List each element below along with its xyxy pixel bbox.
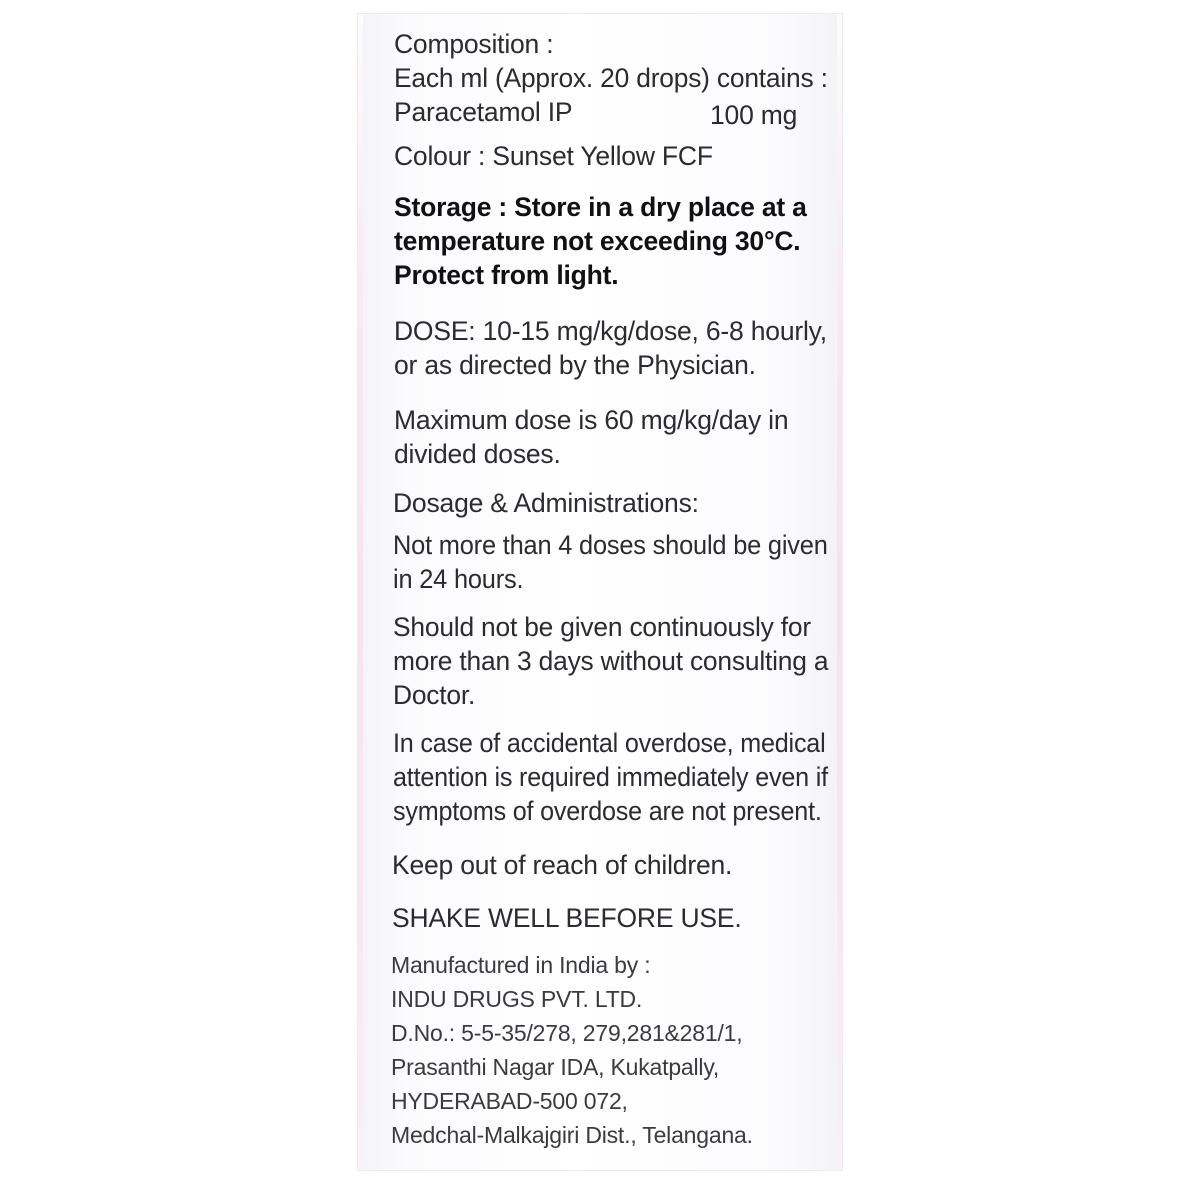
children-warning: Keep out of reach of children.: [392, 850, 733, 880]
manufacturer-address-line: Prasanthi Nagar IDA, Kukatpally,: [391, 1054, 720, 1080]
composition-heading: Composition :: [394, 29, 554, 59]
storage-line: Protect from light.: [394, 260, 619, 290]
ingredient-name: Paracetamol IP: [394, 97, 573, 127]
dose-limit-statement: [393, 528, 842, 596]
manufacturer-address-line: Medchal-Malkajgiri Dist., Telangana.: [391, 1122, 753, 1148]
manufacturer-address-line: HYDERABAD-500 072,: [391, 1088, 628, 1114]
manufacturer-line: Manufactured in India by :: [391, 952, 651, 978]
continuous-use-line: Should not be given continuously for: [393, 612, 811, 642]
manufacturer-details: [391, 948, 753, 1152]
dose-line: or as directed by the Physician.: [394, 350, 756, 380]
maximum-dose-line: divided doses.: [394, 439, 561, 469]
carton-side-panel: [358, 14, 842, 1170]
overdose-warning: [393, 726, 842, 828]
manufacturer-name: INDU DRUGS PVT. LTD.: [391, 986, 643, 1012]
maximum-dose-statement: [394, 403, 788, 471]
carton-left-edge: [358, 14, 363, 1170]
continuous-use-line: Doctor.: [393, 680, 476, 710]
continuous-use-warning: [393, 610, 830, 712]
dose-statement: [394, 314, 827, 382]
overdose-line: symptoms of overdose are not present.: [393, 796, 822, 826]
overdose-line: In case of accidental overdose, medical: [393, 728, 826, 758]
storage-instructions: [394, 190, 807, 292]
administration-heading: Dosage & Administrations:: [393, 488, 699, 518]
composition-basis: Each ml (Approx. 20 drops) contains :: [394, 63, 828, 93]
dose-line: DOSE: 10-15 mg/kg/dose, 6-8 hourly,: [394, 316, 827, 346]
continuous-use-line: more than 3 days without consulting a: [393, 646, 829, 676]
dose-limit-line: in 24 hours.: [393, 564, 524, 594]
colour-statement: Colour : Sunset Yellow FCF: [394, 141, 713, 171]
ingredient-amount: 100 mg: [710, 100, 798, 130]
shake-instruction: SHAKE WELL BEFORE USE.: [392, 903, 742, 933]
storage-line: temperature not exceeding 30°C.: [394, 226, 801, 256]
storage-line: Storage : Store in a dry place at a: [394, 192, 807, 222]
maximum-dose-line: Maximum dose is 60 mg/kg/day in: [394, 405, 789, 435]
dose-limit-line: Not more than 4 doses should be given: [393, 530, 828, 560]
overdose-line: attention is required immediately even if: [393, 762, 828, 792]
manufacturer-address-line: D.No.: 5-5-35/278, 279,281&281/1,: [391, 1020, 743, 1046]
